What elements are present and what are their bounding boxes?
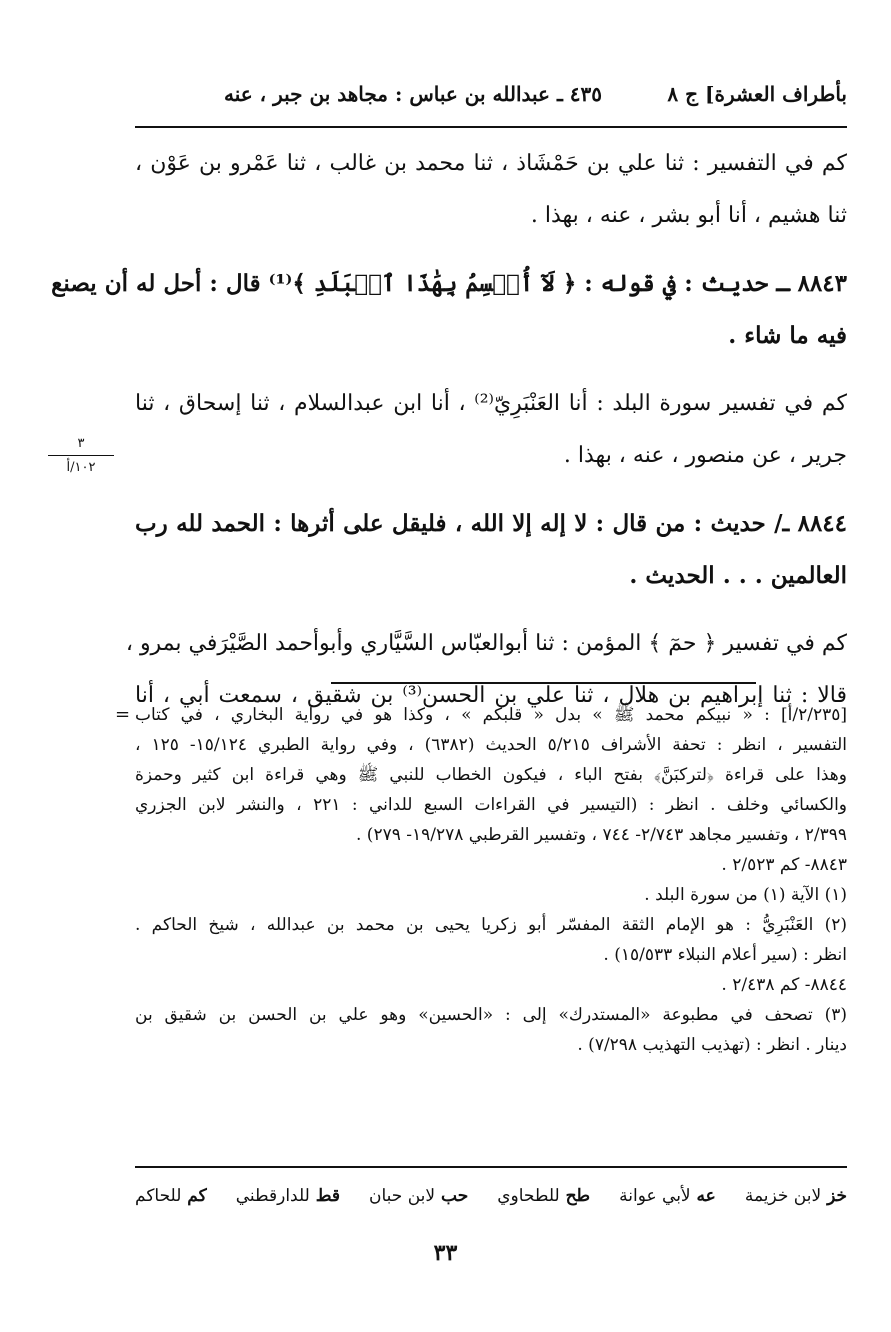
paragraph-gap <box>135 602 847 618</box>
text-line: قالا : ثنا إبراهيم بن هلال ، ثنا علي بن الحسن⁽³⁾ بن شقيق ، سمعت أبي ، أنا <box>135 683 847 708</box>
text-line: كم في تفسير سورة البلد : أنا العَنْبَرِيّ⁽²⁾ ، أنا ابن عبدالسلام ، ثنا إسحاق ، ثنا <box>135 391 847 416</box>
paragraph-gap <box>135 362 847 378</box>
header-volume: بأطراف العشرة] ج ٨ <box>667 82 847 106</box>
footnote-line: [٢/٢٣٥/أ] : « نبيكم محمد ﷺ » بدل « قلبكم » ، وكذا هو في رواية البخاري ، في كتاب <box>135 705 847 725</box>
footnote-continuation-marker: = <box>115 704 131 725</box>
footnote-line: ٨٨٤٣- كم ٢/٥٢٣ . <box>721 855 847 875</box>
abbreviation-code: حب <box>435 1186 469 1206</box>
abbreviation-code: كم <box>181 1186 207 1206</box>
text-line: ٨٨٤٣ ـ حديث : في قوله : ﴿ لَآ أُقۡسِمُ بِهَٰذَا ٱلۡبَلَدِ ﴾⁽¹⁾ قال : أحل له أن يصنع <box>51 270 847 297</box>
footnote-separator <box>331 682 756 684</box>
abbreviation-key <box>135 1186 847 1216</box>
header-rule <box>135 126 847 128</box>
margin-note-rule <box>48 455 114 456</box>
text-line: كم في التفسير : ثنا علي بن حَمْشَاذ ، ثنا محمد بن غالب ، ثنا عَمْرو بن عَوْن ، <box>135 151 847 176</box>
footnote-line: انظر : (سير أعلام النبلاء ١٥/٥٣٣) . <box>603 945 847 965</box>
abbreviation-code: خز <box>821 1186 847 1206</box>
abbreviation-name: للدارقطني <box>235 1186 310 1206</box>
text-line: ثنا هشيم ، أنا أبو بشر ، عنه ، بهذا . <box>530 203 847 228</box>
footer-rule <box>135 1166 847 1168</box>
footnote-line: (١) الآية (١) من سورة البلد . <box>644 885 847 905</box>
footnote-line: وهذا على قراءة ﴿لتركبَنَّ﴾ بفتح الباء ، فيكون الخطاب للنبي ﷺ وهي قراءة ابن كثير وحمزة <box>135 765 847 785</box>
abbreviation-code: قط <box>309 1186 340 1206</box>
footnote-line: والكسائي وخلف . انظر : (التيسير في القراءات السبع للداني : ٢٢١ ، والنشر لابن الجزري <box>135 795 848 815</box>
footnote-line: (٣) تصحف في مطبوعة «المستدرك» إلى : «الحسين» وهو علي بن الحسن بن شقيق بن <box>135 1005 847 1025</box>
abbreviation-name: لابن حبان <box>369 1186 436 1206</box>
abbreviation-code: طح <box>559 1186 591 1206</box>
abbreviation-item <box>619 1186 716 1216</box>
margin-note-bottom: ١٠٢/أ <box>66 460 96 475</box>
margin-note-top: ٣ <box>77 436 85 451</box>
footnotes <box>135 700 847 1060</box>
text-line: العالمين . . . الحديث . <box>629 562 847 589</box>
text-line: جرير ، عن منصور ، عنه ، بهذا . <box>563 443 847 468</box>
abbreviation-item <box>236 1186 340 1216</box>
footnote-line: (٢) العَنْبَرِيُّ : هو الإمام الثقة المفسّر أبو زكريا يحيى بن محمد بن عبدالله ، شيخ الحاكم . <box>135 915 847 935</box>
abbreviation-item <box>135 1186 207 1216</box>
running-header <box>135 82 847 116</box>
footnote-line: ٨٨٤٤- كم ٢/٤٣٨ . <box>721 975 847 995</box>
abbreviation-code: عه <box>690 1186 716 1206</box>
abbreviation-name: لأبي عوانة <box>619 1186 691 1206</box>
footnote-line: ٢/٣٩٩ ، وتفسير مجاهد ٢/٧٤٣- ٧٤٤ ، وتفسير القرطبي ١٩/٢٧٨- ٢٧٩) . <box>356 825 847 845</box>
abbreviation-item <box>497 1186 590 1216</box>
abbreviation-name: للحاكم <box>135 1186 182 1206</box>
paragraph-gap <box>135 242 847 258</box>
text-line: ٨٨٤٤ ـ/ حديث : من قال : لا إله إلا الله ، فليقل على أثرها : الحمد لله رب <box>135 510 847 537</box>
text-line: كم في تفسير ﴿ حمٓ ﴾ المؤمن : ثنا أبوالعبّاس السَّيَّاري وأبوأحمد الصَّيْرَفي بمرو ، <box>125 631 847 656</box>
footnote-line: التفسير ، انظر : تحفة الأشراف ٥/٢١٥ الحديث (٦٣٨٢) ، وفي رواية الطبري ١٥/١٢٤- ١٢٥ ، <box>135 735 847 755</box>
abbreviation-name: للطحاوي <box>497 1186 560 1206</box>
abbreviation-name: لابن خزيمة <box>744 1186 822 1206</box>
abbreviation-item <box>745 1186 847 1216</box>
header-chapter: ٤٣٥ ـ عبدالله بن عباس : مجاهد بن جبر ، عنه <box>224 82 602 106</box>
abbreviation-item <box>369 1186 468 1216</box>
paragraph-gap <box>135 482 847 498</box>
margin-folio-note <box>48 436 114 475</box>
page-number: ٣٣ <box>433 1240 458 1266</box>
footnote-line: دينار . انظر : (تهذيب التهذيب ٧/٢٩٨) . <box>577 1035 847 1055</box>
text-line: فيه ما شاء . <box>728 322 847 349</box>
